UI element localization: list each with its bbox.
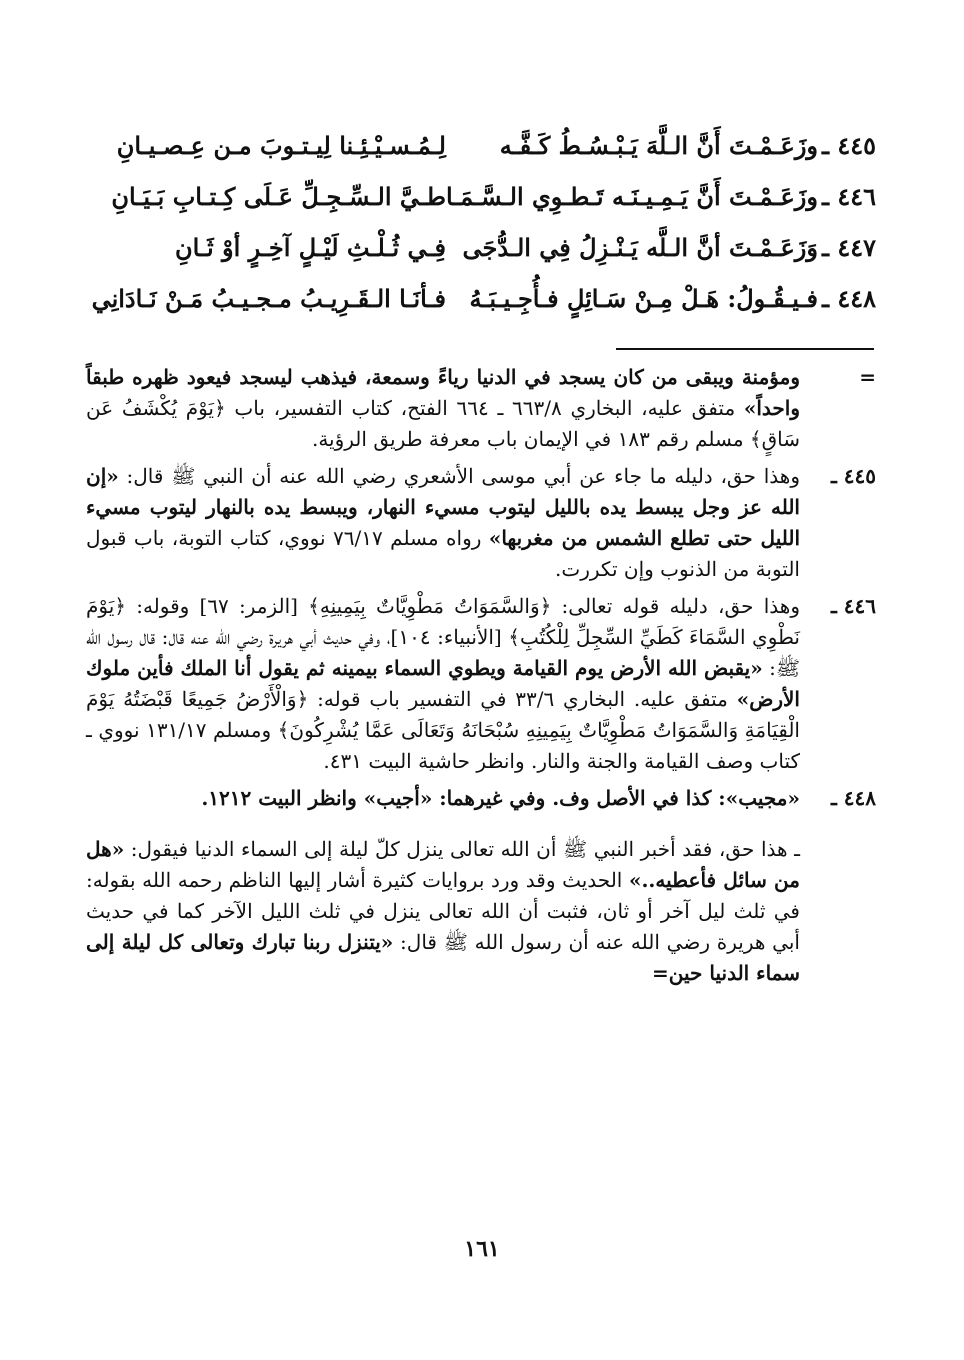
verse-448 <box>86 273 876 324</box>
verse-447 <box>86 222 876 273</box>
footnote-marker: ٤٤٥ ـ <box>830 464 876 488</box>
footnote-448 <box>86 783 876 814</box>
hadith-quote: «يتنزل ربنا تبارك وتعالى كل ليلة إلى سماء الدنيا حين= <box>86 930 800 985</box>
verse-second-hemistich: فِـي ثُـلْـثِ لَيْـلٍ آخِـرٍ أوْ ثَـانِ <box>175 233 446 262</box>
verse-first-hemistich: ٤٤٨ ـفـيـقُـولُ: هَـلْ مِـنْ سَـائِلٍ فـأُجِـيـبَـهُ <box>469 284 876 313</box>
verse-number: ٤٤٨ ـ <box>821 284 876 313</box>
verse-first-hemistich: ٤٤٥ ـوزَعَـمْـتَ أَنَّ الـلَّهَ يَـبْـسُـطُ كَـفَّـه <box>499 131 876 160</box>
footnote-text: ـ هذا حق، فقد أخبر النبي ﷺ أن الله تعالى ينزل كلّ ليلة إلى السماء الدنيا فيقول: <box>124 837 800 861</box>
footnote-text: «مجيب»: كذا في الأصل وف. وفي غيرهما: «أجيب» وانظر البيت ١٢١٢. <box>201 786 800 810</box>
footnote-text: وهذا حق، دليله قوله تعالى: ﴿وَالسَّمَوَاتُ مَطْوِيَّاتٌ بِيَمِينِهِ﴾ [الزمر: ٦٧] وقوله: ﴿يَوْمَ نَطْوِي السَّمَاءَ كَطَيِّ السِّجِلِّ لِلْكُتُبِ﴾ [الأنبياء: ١٠٤]، وفي حديث أبي هريرة رضي الله عنه قال: قال رسول الله ﷺ: <box>86 594 801 680</box>
hadith-quote: «هل من سائل فأعطيه..» <box>86 837 800 892</box>
verse-first-hemistich: ٤٤٧ ـوَزَعَـمْـتَ أنَّ الـلَّه يَـنْـزِلُ فِي الـدُّجَى <box>462 233 876 262</box>
footnote-divider <box>616 348 874 350</box>
footnote-body <box>86 362 800 455</box>
footnote-marker: ٤٤٨ ـ <box>830 786 876 810</box>
footnote-445 <box>86 461 876 585</box>
footnote-body <box>86 591 800 777</box>
page-number: ١٦١ <box>464 1236 500 1262</box>
footnotes <box>86 362 876 1009</box>
poem-verses <box>86 120 876 324</box>
footnote-continued <box>86 362 876 455</box>
footnote-marker: ٤٤٦ ـ <box>830 594 876 618</box>
footnote-446 <box>86 591 876 777</box>
footnote-448-explanation <box>86 834 876 989</box>
verse-number: ٤٤٧ ـ <box>821 233 876 262</box>
verse-first-hemistich: ٤٤٦ ـوزَعَـمْـتَ أَنَّ يَـمِـيـنَـه تَـطـوِي الـسَّـمَـا <box>445 182 876 211</box>
footnote-body <box>86 461 800 585</box>
verse-446 <box>86 171 876 222</box>
footnote-text: رواه مسلم ٧٦/١٧ نووي، كتاب التوبة، باب قبول التوبة من الذنوب وإن تكررت. <box>86 526 800 581</box>
footnote-body <box>86 783 800 814</box>
hadith-quote: «إن الله عز وجل يبسط يده بالليل ليتوب مسيء النهار، ويبسط يده بالنهار ليتوب مسيء الليل حتى تطلع الشمس من مغربها» <box>86 464 801 550</box>
footnote-text: متفق عليه، البخاري ٦٦٣/٨ ـ ٦٦٤ الفتح، كتاب التفسير، باب ﴿يَوْمَ يُكْشَفُ عَن سَاقٍ﴾ مسلم رقم ١٨٣ في الإيمان باب معرفة طريق الرؤية. <box>86 396 800 451</box>
hadith-quote: «يقبض الله الأرض يوم القيامة ويطوي السماء بيمينه ثم يقول أنا الملك فأين ملوك الأرض» <box>86 656 800 711</box>
verse-second-hemistich: طـيَّ الـسِّـجِـلِّ عَـلَى كِـتـابِ بَـيَـانِ <box>111 182 446 211</box>
footnote-text: وهذا حق، دليله ما جاء عن أبي موسى الأشعري رضي الله عنه أن النبي ﷺ قال: <box>118 464 800 488</box>
verse-number: ٤٤٥ ـ <box>821 131 876 160</box>
verse-445 <box>86 120 876 171</box>
footnote-text: الحديث وقد ورد بروايات كثيرة أشار إليها الناظم رحمه الله بقوله: في ثلث ليل آخر أو ثان، فثبت أن الله تعالى ينزل في ثلث الليل الآخر كما في حديث أبي هريرة رضي الله عنه أن رسول الله ﷺ قال: <box>86 868 800 954</box>
footnote-marker: = <box>859 365 876 389</box>
footnote-text: متفق عليه. البخاري ٣٣/٦ في التفسير باب قوله: ﴿وَالْأَرْضُ جَمِيعًا قَبْضَتُهُ يَوْمَ الْقِيَامَةِ وَالسَّمَوَاتُ مَطْوِيَّاتٌ بِيَمِينِهِ سُبْحَانَهُ وَتَعَالَى عَمَّا يُشْرِكُونَ﴾ ومسلم ١٣١/١٧ نووي ـ كتاب وصف القيامة والجنة والنار. وانظر حاشية البيت ٤٣١. <box>86 687 800 773</box>
verse-number: ٤٤٦ ـ <box>821 182 876 211</box>
verse-second-hemistich: لِـمُـسـيْـئِـنا لِيـتـوبَ مـن عِـصـيـانِ <box>116 131 446 160</box>
verse-second-hemistich: فـأنَـا الـقَـرِيـبُ مـجـيـبُ مَـنْ نَـادَانِي <box>91 284 446 313</box>
hadith-quote: ومؤمنة ويبقى من كان يسجد في الدنيا رياءً وسمعة، فيذهب ليسجد فيعود ظهره طبقاً واحداً» <box>86 365 801 420</box>
